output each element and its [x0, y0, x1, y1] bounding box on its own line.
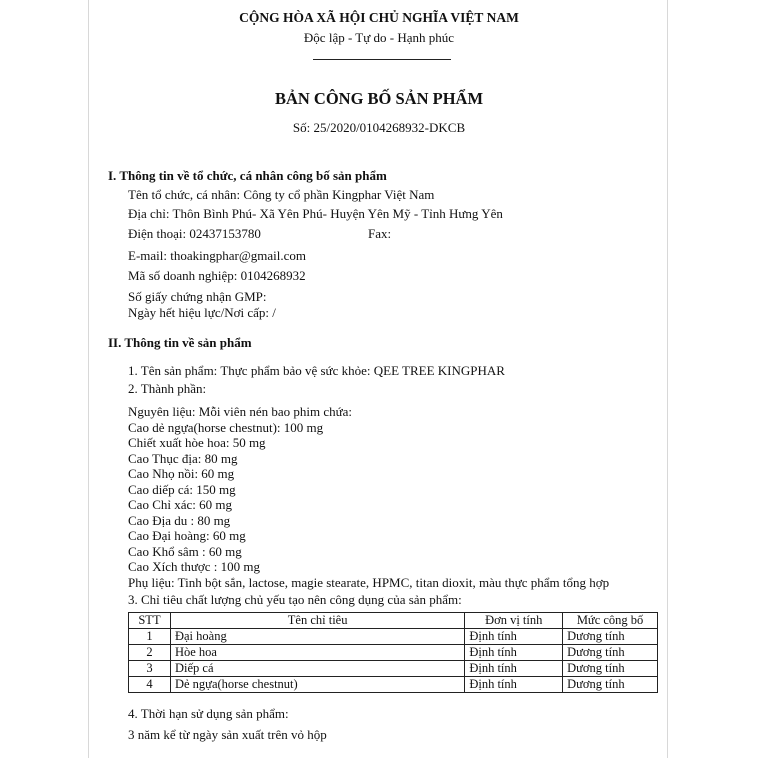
ingredient-line: Cao diếp cá: 150 mg: [128, 481, 236, 497]
table-cell: Dương tính: [563, 677, 658, 693]
ingredient-line: Cao Chỉ xác: 60 mg: [128, 497, 232, 512]
table-row: [129, 629, 658, 645]
shelf-life-text: 3 năm kể từ ngày sản xuất trên vỏ hộp: [128, 727, 327, 742]
section2-heading: II. Thông tin về sản phẩm: [108, 335, 252, 350]
table-cell: Dương tính: [563, 645, 658, 661]
national-title: CỘNG HÒA XÃ HỘI CHỦ NGHĨA VIỆT NAM: [239, 10, 519, 25]
ingredient-line: Phụ liệu: Tinh bột sắn, lactose, magie stearate, HPMC, titan dioxit, màu thực phẩm tổng hợp: [128, 574, 610, 590]
quality-table: [128, 612, 658, 693]
document-number: Số: 25/2020/0104268932-DKCB: [292, 120, 466, 135]
product-name: 1. Tên sản phẩm: Thực phẩm bảo vệ sức khỏe: QEE TREE KINGPHAR: [128, 363, 505, 378]
org-phone: Điện thoại: 02437153780: [128, 226, 261, 241]
document-title: BẢN CÔNG BỐ SẢN PHẨM: [274, 89, 484, 108]
org-tax-code: Mã số doanh nghiệp: 0104268932: [128, 268, 306, 283]
table-cell: Định tính: [465, 661, 563, 677]
table-cell: Dương tính: [563, 661, 658, 677]
table-cell: 2: [129, 645, 171, 661]
table-cell: Định tính: [465, 629, 563, 645]
national-motto: Độc lập - Tự do - Hạnh phúc: [303, 30, 455, 45]
ingredient-line: Cao Khổ sâm : 60 mg: [128, 543, 242, 559]
table-row: [129, 677, 658, 693]
shelf-life-heading: 4. Thời hạn sử dụng sản phẩm:: [128, 706, 289, 721]
ingredient-line: Cao Địa du : 80 mg: [128, 512, 231, 528]
org-name: Tên tổ chức, cá nhân: Công ty cổ phần Kingphar Việt Nam: [128, 187, 435, 202]
ingredients-heading: 2. Thành phần:: [128, 381, 207, 396]
table-header-row: [129, 613, 658, 629]
ingredient-line: Cao Nhọ nồi: 60 mg: [128, 466, 235, 481]
org-validity: Ngày hết hiệu lực/Nơi cấp: /: [128, 305, 276, 320]
org-email: E-mail: thoakingphar@gmail.com: [128, 248, 307, 263]
section1-heading: I. Thông tin về tổ chức, cá nhân công bố sản phẩm: [108, 168, 387, 183]
ingredients-list: [128, 404, 609, 590]
org-fax: Fax:: [368, 226, 392, 241]
ingredient-line: Nguyên liệu: Mỗi viên nén bao phim chứa:: [128, 404, 353, 419]
table-cell: Dương tính: [563, 629, 658, 645]
ingredient-line: Cao Xích thược : 100 mg: [128, 559, 260, 574]
table-header-cell: Đơn vị tính: [465, 613, 563, 629]
org-address: Địa chỉ: Thôn Bình Phú- Xã Yên Phú- Huyện Yên Mỹ - Tỉnh Hưng Yên: [128, 206, 503, 221]
table-cell: 4: [129, 677, 171, 693]
table-cell: Dẻ ngựa(horse chestnut): [170, 677, 464, 693]
motto-underline: [313, 59, 451, 60]
table-cell: Đại hoàng: [170, 629, 464, 645]
table-cell: Định tính: [465, 677, 563, 693]
table-cell: Hòe hoa: [170, 645, 464, 661]
ingredient-line: Cao dẻ ngựa(horse chestnut): 100 mg: [128, 419, 324, 435]
table-cell: 1: [129, 629, 171, 645]
org-gmp: Số giấy chứng nhận GMP:: [128, 289, 267, 304]
table-header-cell: Tên chỉ tiêu: [170, 613, 464, 629]
table-row: [129, 661, 658, 677]
ingredient-line: Chiết xuất hòe hoa: 50 mg: [128, 435, 266, 450]
ingredient-line: Cao Đại hoàng: 60 mg: [128, 528, 246, 543]
table-header-cell: Mức công bố: [563, 613, 658, 629]
table-row: [129, 645, 658, 661]
ingredient-line: Cao Thục địa: 80 mg: [128, 450, 238, 466]
table-cell: Diếp cá: [170, 661, 464, 677]
table-cell: 3: [129, 661, 171, 677]
table-header-cell: STT: [129, 613, 171, 629]
quality-heading: 3. Chỉ tiêu chất lượng chủ yếu tạo nên công dụng của sản phẩm:: [128, 592, 462, 607]
table-cell: Định tính: [465, 645, 563, 661]
